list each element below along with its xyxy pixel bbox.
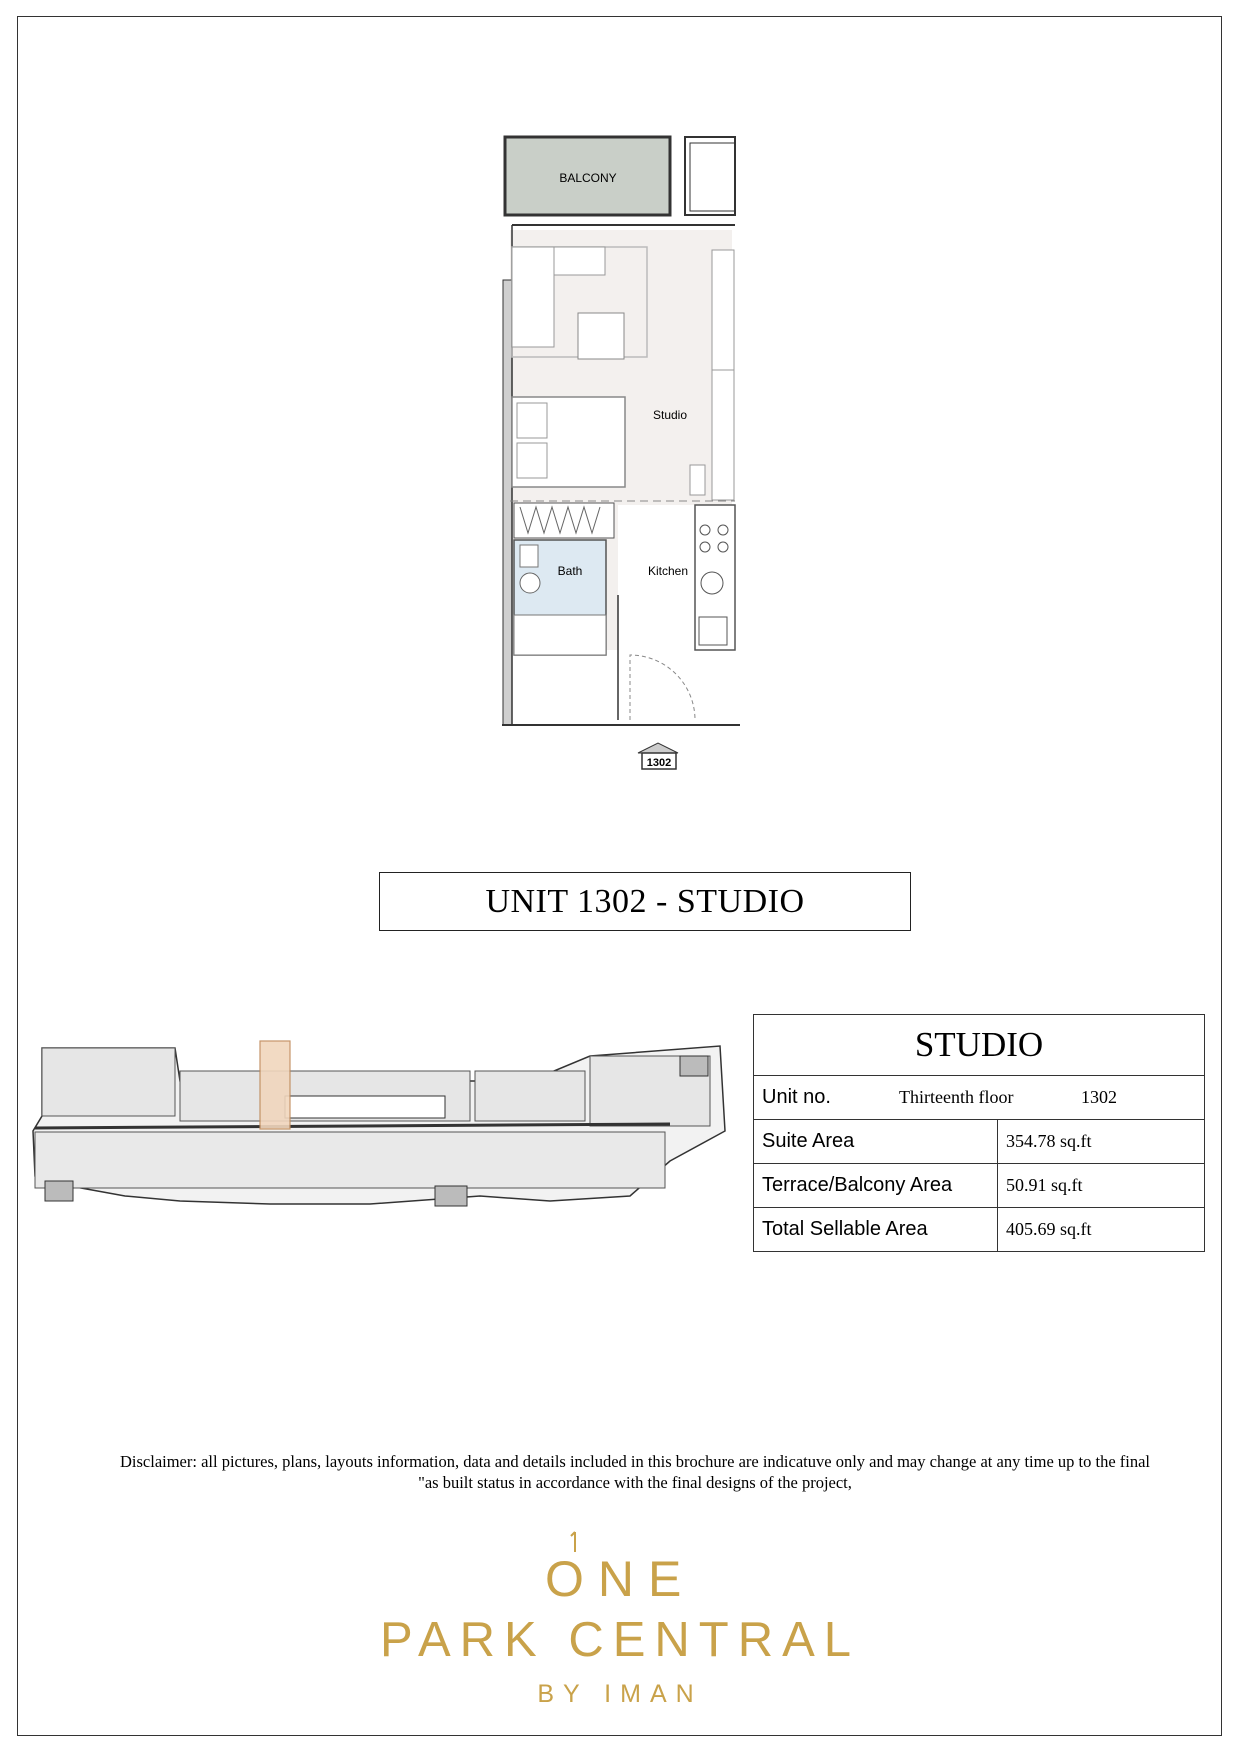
balcony-area-label: Terrace/Balcony Area bbox=[754, 1164, 998, 1208]
unit-title: UNIT 1302 - STUDIO bbox=[379, 872, 911, 931]
area-table bbox=[753, 1014, 1205, 1252]
unit-highlight bbox=[260, 1041, 290, 1129]
balcony-label: BALCONY bbox=[559, 171, 617, 185]
disclaimer-line-2: "as built status in accordance with the final designs of the project, bbox=[418, 1473, 852, 1492]
suite-area-label: Suite Area bbox=[754, 1120, 998, 1164]
unit-number-row bbox=[754, 1076, 1205, 1120]
table-row bbox=[754, 1164, 1205, 1208]
disclaimer-line-1: Disclaimer: all pictures, plans, layouts information, data and details included in this brochure are indicatuve only and may change at any time up to the final bbox=[119, 1452, 1151, 1471]
table-row bbox=[754, 1120, 1205, 1164]
total-area-value: 405.69 sq.ft bbox=[998, 1208, 1205, 1252]
key-floor-plan bbox=[30, 1036, 726, 1216]
unit-no-label: Unit no. bbox=[762, 1086, 831, 1108]
balcony-area-value: 50.91 sq.ft bbox=[998, 1164, 1205, 1208]
total-area-label: Total Sellable Area bbox=[754, 1208, 998, 1252]
suite-area-value: 354.78 sq.ft bbox=[998, 1120, 1205, 1164]
brand-logo bbox=[370, 1530, 870, 1710]
logo-line-3: BY IMAN bbox=[537, 1680, 703, 1708]
floor-value: Thirteenth floor bbox=[899, 1087, 1014, 1107]
kitchen-label: Kitchen bbox=[647, 564, 689, 578]
unit-floor-plan bbox=[490, 125, 750, 775]
logo-line-2: PARK CENTRAL bbox=[379, 1613, 861, 1667]
bath-label: Bath bbox=[557, 564, 583, 578]
entry-tag-label: 1302 bbox=[646, 757, 672, 769]
table-heading: STUDIO bbox=[754, 1015, 1205, 1076]
unit-no-value: 1302 bbox=[1081, 1087, 1117, 1107]
studio-label: Studio bbox=[652, 408, 688, 422]
table-row bbox=[754, 1208, 1205, 1252]
disclaimer bbox=[70, 1451, 1200, 1493]
logo-line-1: ONE bbox=[545, 1551, 696, 1607]
